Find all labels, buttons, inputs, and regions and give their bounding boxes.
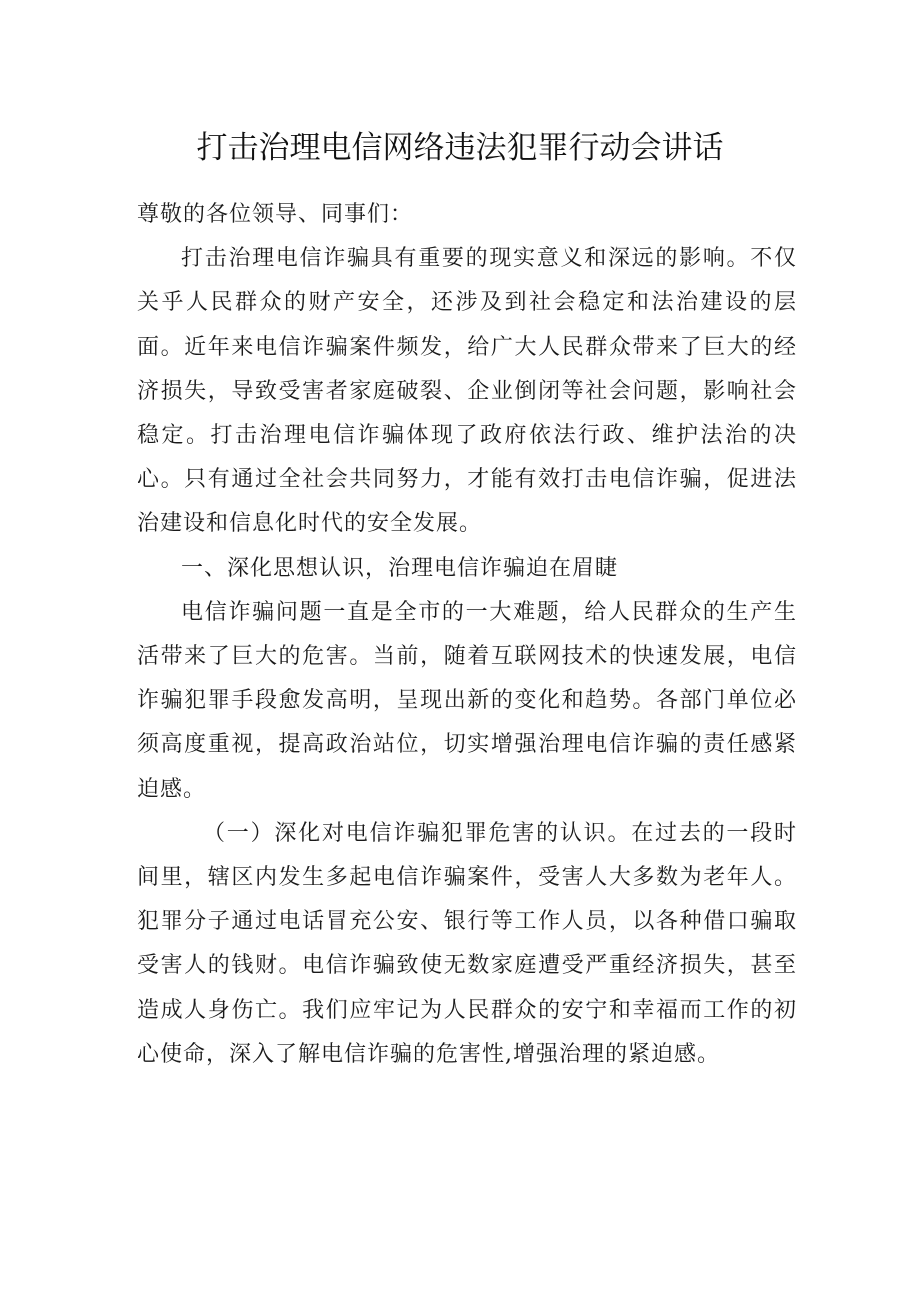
document-title: 打击治理电信网络违法犯罪行动会讲话	[196, 130, 724, 166]
document-body	[137, 193, 797, 1077]
salutation: 尊敬的各位领导、同事们：	[137, 202, 414, 227]
section-heading-1: 一、深化思想认识，治理电信诈骗迫在眉睫	[181, 555, 619, 581]
section-1-paragraph: 电信诈骗问题一直是全市的一大难题，给人民群众的生产生活带来了巨大的危害。当前，随着互联网技术的快速发展，电信诈骗犯罪手段愈发高明，呈现出新的变化和趋势。各部门单位必须高度重视，提高政治站位，切实增强治理电信诈骗的责任感紧迫感。	[137, 599, 797, 802]
intro-paragraph: 打击治理电信诈骗具有重要的现实意义和深远的影响。不仅关乎人民群众的财产安全，还涉及到社会稳定和法治建设的层面。近年来电信诈骗案件频发，给广大人民群众带来了巨大的经济损失，导致受害者家庭破裂、企业倒闭等社会问题，影响社会稳定。打击治理电信诈骗体现了政府依法行政、维护法治的决心。只有通过全社会共同努力，才能有效打击电信诈骗，促进法治建设和信息化时代的安全发展。	[137, 246, 797, 537]
subsection-1-paragraph: （一）深化对电信诈骗犯罪危害的认识。在过去的一段时间里，辖区内发生多起电信诈骗案件，受害人大多数为老年人。犯罪分子通过电话冒充公安、银行等工作人员，以各种借口骗取受害人的钱财。电信诈骗致使无数家庭遭受严重经济损失，甚至造成人身伤亡。我们应牢记为人民群众的安宁和幸福而工作的初心使命，深入了解电信诈骗的危害性,增强治理的紧迫感。	[137, 820, 797, 1067]
